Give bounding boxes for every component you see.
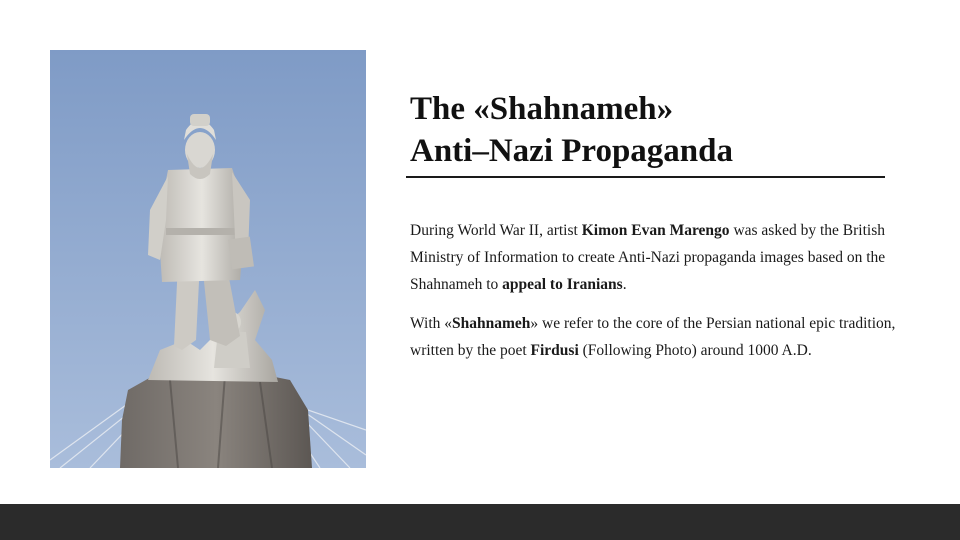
para1-bold-artist-name: Kimon Evan Marengo [581, 222, 730, 239]
para1-text-3: . [622, 276, 627, 293]
slide-body [410, 217, 902, 376]
para2-text-1: With « [410, 315, 452, 332]
ferdowsi-statue-photo [50, 50, 366, 468]
para1-bold-appeal: appeal to Iranians [502, 276, 623, 293]
para2-text-2: » we refer to the core of the Persian national epic tradition, written by the poet [410, 315, 896, 359]
para2-bold-shahnameh: Shahnameh [452, 315, 531, 332]
slide-title [410, 88, 890, 172]
slide-title-line-1: The «Shahnameh» [410, 91, 674, 127]
para2-text-3: (Following Photo) around 1000 A.D. [578, 342, 812, 359]
para1-text-1: During World War II, artist [410, 222, 582, 239]
paragraph-shahnameh [410, 310, 902, 364]
para2-bold-firdusi: Firdusi [530, 342, 579, 359]
title-underline [406, 176, 885, 178]
slide-title-line-2: Anti–Nazi Propaganda [410, 133, 734, 169]
footer-bar [0, 504, 960, 540]
para1-text-2: was asked by the British Ministry of Information to create Anti-Nazi propaganda images based on the Shahnameh to [410, 222, 886, 293]
paragraph-marengo [410, 217, 902, 298]
